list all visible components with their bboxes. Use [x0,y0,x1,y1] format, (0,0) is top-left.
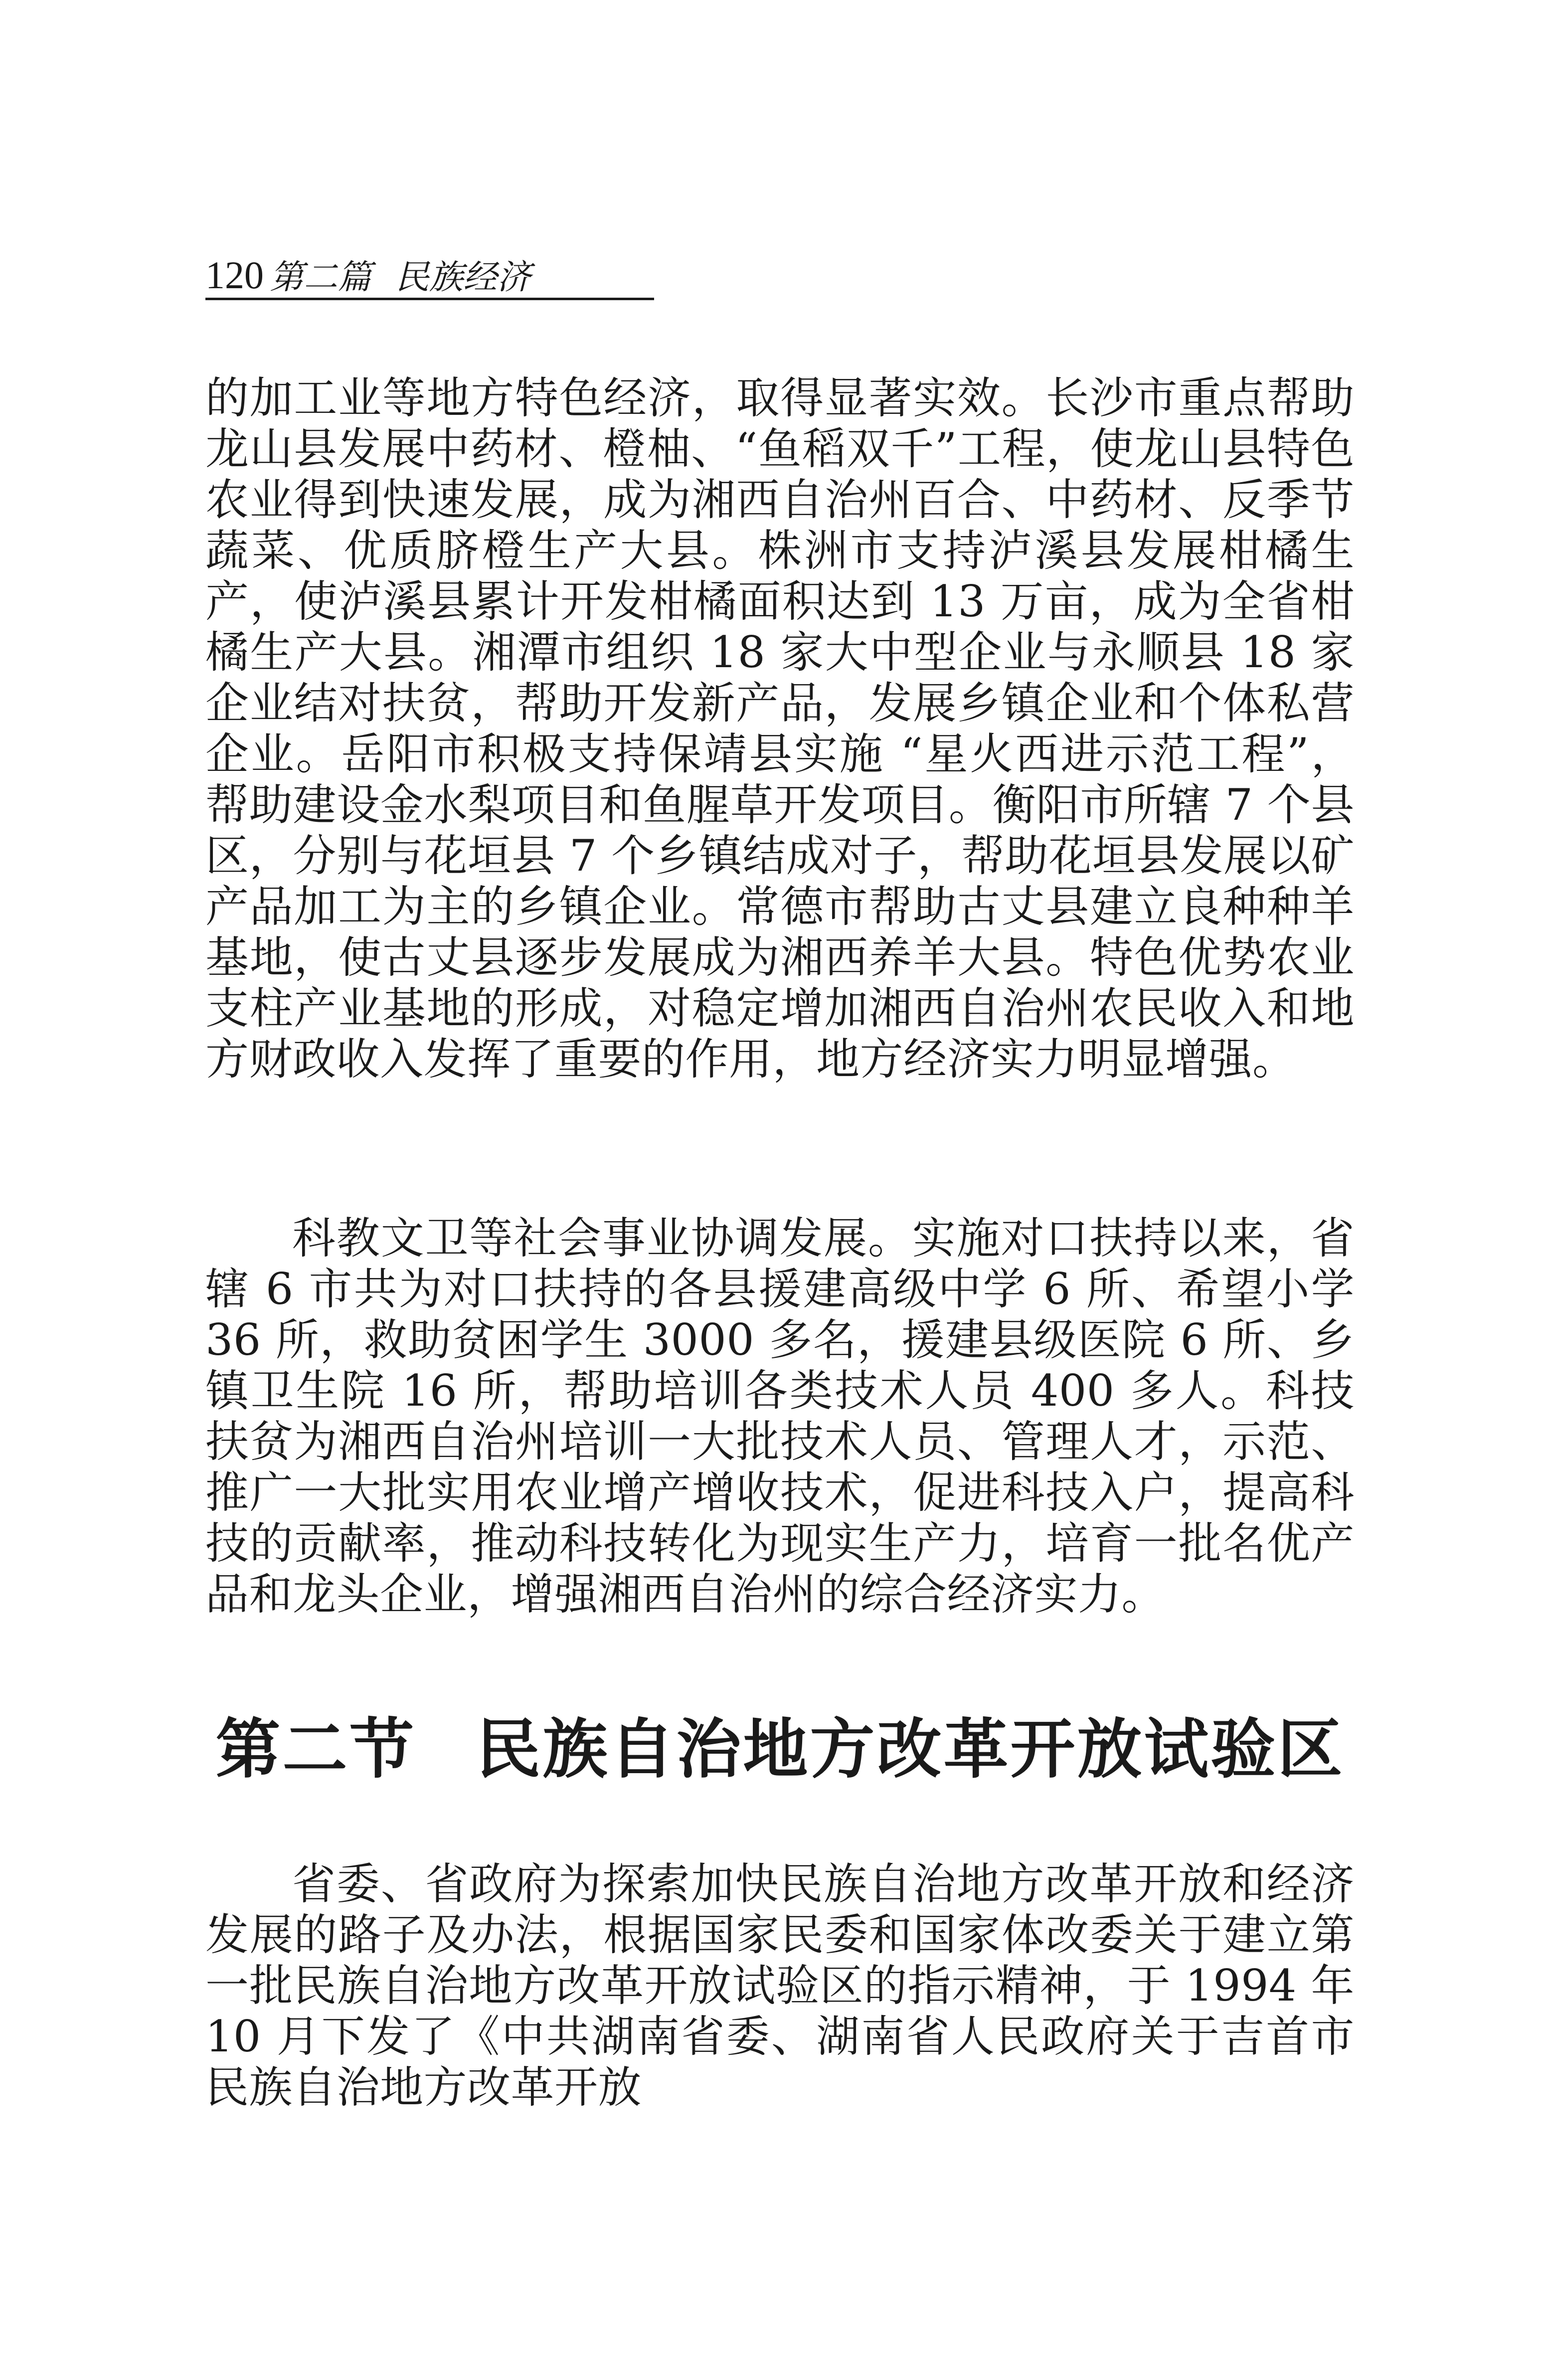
paragraph-continued: 的加工业等地方特色经济，取得显著实效。长沙市重点帮助龙山县发展中药材、橙柚、“鱼稻双千”工程，使龙山县特色农业得到快速发展，成为湘西自治州百合、中药材、反季节蔬菜、优质脐橙生产大县。株洲市支持泸溪县发展柑橘生产，使泸溪县累计开发柑橘面积达到 13 万亩，成为全省柑橘生产大县。湘潭市组织 18 家大中型企业与永顺县 18 家企业结对扶贫，帮助开发新产品，发展乡镇企业和个体私营企业。岳阳市积极支持保靖县实施 “星火西进示范工程”，帮助建设金水梨项目和鱼腥草开发项目。衡阳市所辖 7 个县区，分别与花垣县 7 个乡镇结成对子，帮助花垣县发展以矿产品加工为主的乡镇企业。常德市帮助古丈县建立良种种羊基地，使古丈县逐步发展成为湘西养羊大县。特色优势农业支柱产业基地的形成，对稳定增加湘西自治州农民收入和地方财政收入发挥了重要的作用，地方经济实力明显增强。 [205,372,1355,1085]
part-title: 民族经济 [395,258,531,297]
part-label: 第二篇 [270,258,372,297]
section-paragraph: 省委、省政府为探索加快民族自治地方改革开放和经济发展的路子及办法，根据国家民委和国家体改委关于建立第一批民族自治地方改革开放试验区的指示精神，于 1994 年10 月下发了《中共湖南省委、湖南省人民政府关于吉首市民族自治地方改革开放 [205,1858,1355,2113]
paragraph-social-development: 科教文卫等社会事业协调发展。实施对口扶持以来，省辖 6 市共为对口扶持的各县援建高级中学 6 所、希望小学 36 所，救助贫困学生 3000 多名，援建县级医院 6 所、乡镇卫生院 16 所，帮助培训各类技术人员 400 多人。科技扶贫为湘西自治州培训一大批技术人员、管理人才，示范、推广一大批实用农业增产增收技术，促进科技入户，提高科技的贡献率，推动科技转化为现实生产力，培育一批名优产品和龙头企业，增强湘西自治州的综合经济实力。 [205,1213,1355,1620]
section-title: 民族自治地方改革开放试验区 [476,1711,1345,1787]
page-number: 120 [205,253,264,297]
running-head [205,244,654,300]
section-number: 第二节 [215,1711,416,1787]
section-heading [205,1709,1355,1789]
